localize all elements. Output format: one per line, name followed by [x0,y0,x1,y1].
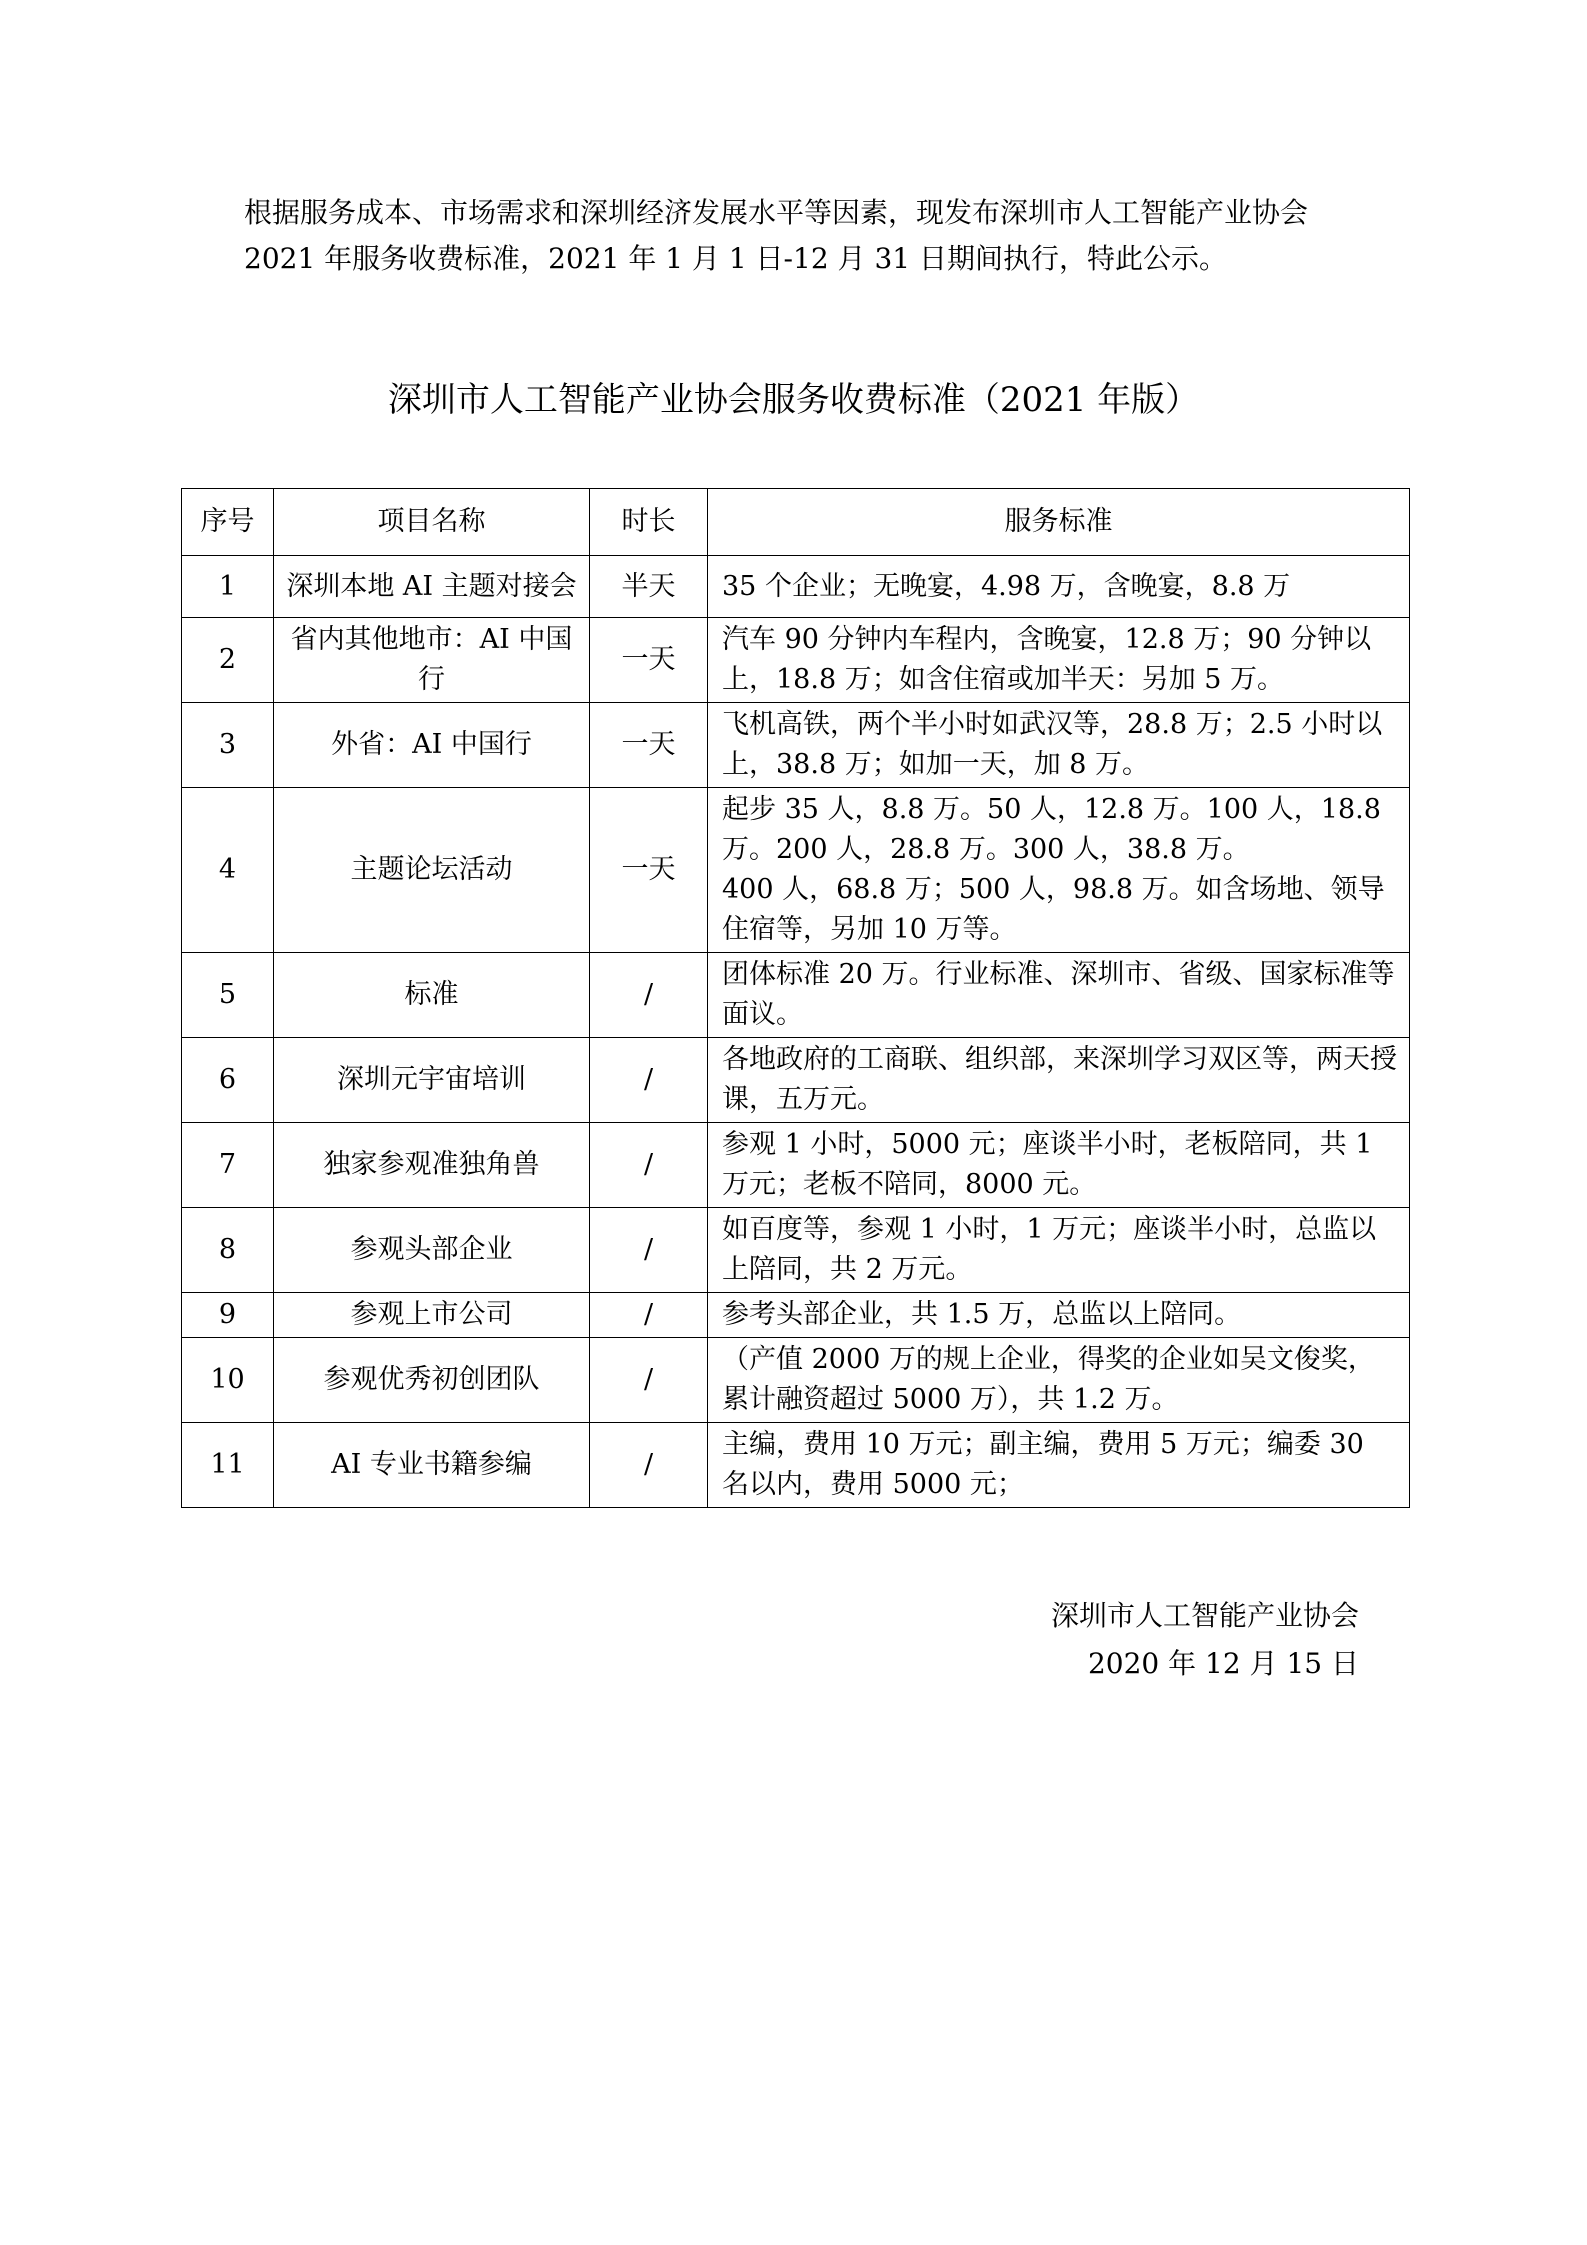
table-body [182,556,1410,1508]
row-standard-text: 团体标准 20 万。行业标准、深圳市、省级、国家标准等面议。 [722,959,1395,1030]
table-row [182,1293,1410,1338]
intro-line-1: 根据服务成本、市场需求和深圳经济发展水平等因素，现发布深圳市人工智能产业协会 [244,196,1309,229]
row-number: 5 [182,953,274,1038]
fee-standard-table [181,488,1410,1508]
table-row [182,1208,1410,1293]
row-standard [708,556,1410,618]
table-row [182,1038,1410,1123]
row-standard [708,1038,1410,1123]
header-standard: 服务标准 [708,489,1410,556]
row-number: 9 [182,1293,274,1338]
row-duration: / [590,1423,708,1508]
row-standard-text: 主编，费用 10 万元；副主编，费用 5 万元；编委 30 名以内，费用 5000 元； [722,1429,1364,1500]
row-duration: / [590,1038,708,1123]
row-duration: 一天 [590,788,708,953]
signature-date: 2020 年 12 月 15 日 [1087,1647,1359,1680]
row-item-name: 深圳元宇宙培训 [274,1038,590,1123]
row-standard-text: 参观 1 小时，5000 元；座谈半小时，老板陪同，共 1 万元；老板不陪同，8000 元。 [722,1129,1373,1200]
table-row [182,788,1410,953]
row-standard [708,703,1410,788]
intro-paragraph [244,190,1364,282]
row-item-name: 外省：AI 中国行 [274,703,590,788]
row-item-name: 独家参观准独角兽 [274,1123,590,1208]
row-duration: 一天 [590,618,708,703]
row-number: 7 [182,1123,274,1208]
row-item-name: 标准 [274,953,590,1038]
row-item-name: 参观头部企业 [274,1208,590,1293]
row-standard-text: 飞机高铁，两个半小时如武汉等，28.8 万；2.5 小时以上，38.8 万；如加一天，加 8 万。 [722,709,1383,780]
row-number: 8 [182,1208,274,1293]
row-standard-text: 起步 35 人，8.8 万。50 人，12.8 万。100 人，18.8 万。200 人，28.8 万。300 人，38.8 万。 [722,794,1381,865]
document-title: 深圳市人工智能产业协会服务收费标准（2021 年版） [387,380,1200,420]
signature-org: 深圳市人工智能产业协会 [1050,1599,1359,1632]
row-duration: / [590,1293,708,1338]
row-standard [708,1293,1410,1338]
row-number: 10 [182,1338,274,1423]
row-number: 2 [182,618,274,703]
row-number: 6 [182,1038,274,1123]
row-standard-text: 如百度等，参观 1 小时，1 万元；座谈半小时，总监以上陪同，共 2 万元。 [722,1214,1377,1285]
row-standard [708,1338,1410,1423]
row-standard-text: 各地政府的工商联、组织部，来深圳学习双区等，两天授课，五万元。 [722,1044,1397,1115]
table-row [182,1338,1410,1423]
table-row [182,1423,1410,1508]
row-standard-text: 汽车 90 分钟内车程内，含晚宴，12.8 万；90 分钟以上，18.8 万；如含住宿或加半天：另加 5 万。 [722,624,1372,695]
row-standard [708,1423,1410,1508]
row-standard [708,618,1410,703]
row-item-name: AI 专业书籍参编 [274,1423,590,1508]
row-standard-text: 400 人，68.8 万；500 人，98.8 万。如含场地、领导住宿等，另加 10 万等。 [722,874,1385,945]
row-item-name: 省内其他地市：AI 中国行 [274,618,590,703]
header-duration: 时长 [590,489,708,556]
table-row [182,953,1410,1038]
row-standard [708,953,1410,1038]
header-no: 序号 [182,489,274,556]
row-number: 1 [182,556,274,618]
row-duration: / [590,1208,708,1293]
row-duration: 半天 [590,556,708,618]
row-standard-text: 35 个企业；无晚宴，4.98 万，含晚宴，8.8 万 [722,570,1291,602]
row-standard [708,788,1410,953]
row-item-name: 深圳本地 AI 主题对接会 [274,556,590,618]
row-number: 3 [182,703,274,788]
row-number: 4 [182,788,274,953]
row-duration: / [590,1123,708,1208]
row-standard-text: 参考头部企业，共 1.5 万，总监以上陪同。 [722,1299,1242,1330]
intro-line-2: 2021 年服务收费标准，2021 年 1 月 1 日-12 月 31 日期间执行，特此公示。 [244,242,1227,275]
table-header-row [182,489,1410,556]
row-item-name: 主题论坛活动 [274,788,590,953]
row-duration: / [590,1338,708,1423]
table-row [182,556,1410,618]
table-row [182,618,1410,703]
row-item-name: 参观上市公司 [274,1293,590,1338]
row-duration: 一天 [590,703,708,788]
row-duration: / [590,953,708,1038]
row-item-name: 参观优秀初创团队 [274,1338,590,1423]
table-row [182,703,1410,788]
row-standard [708,1208,1410,1293]
table-row [182,1123,1410,1208]
row-standard-text: （产值 2000 万的规上企业，得奖的企业如吴文俊奖，累计融资超过 5000 万），共 1.2 万。 [722,1344,1375,1415]
header-name: 项目名称 [274,489,590,556]
signature-block [1051,1592,1359,1688]
row-standard [708,1123,1410,1208]
row-number: 11 [182,1423,274,1508]
